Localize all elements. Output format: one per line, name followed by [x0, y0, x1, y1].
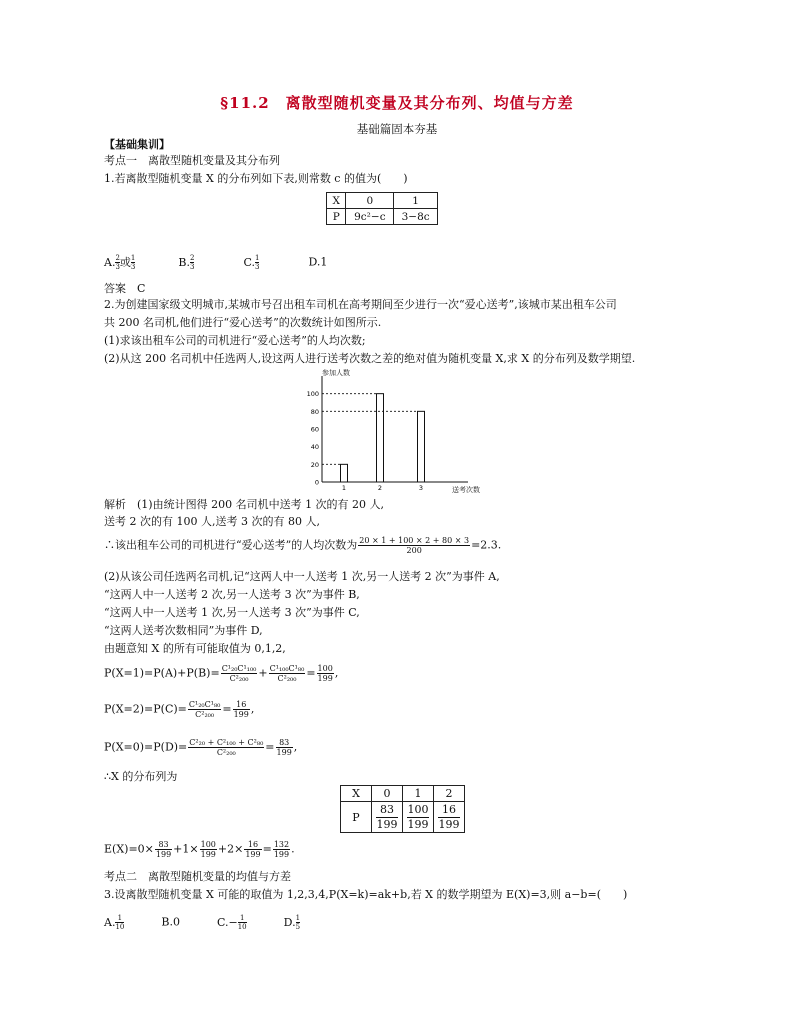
- dist-p-label: P: [341, 802, 372, 833]
- q3-option-b: B.0: [161, 915, 180, 929]
- dist-x-value: 0: [372, 786, 403, 802]
- chart-y-tick-label: 40: [310, 443, 319, 452]
- q1-table-cell: 0: [346, 193, 394, 209]
- q1-option-d: D.1: [308, 255, 328, 269]
- q2-dist-label: ∴X 的分布列为: [104, 770, 178, 783]
- q2-px0: P(X=0)=P(D)= $\frac{\text{C²₂₀ + C²₁₀₀ + C²₈₀}}{\text{C²₂₀₀}}$ = $\frac{83}{199}$ ,: [104, 738, 298, 757]
- chart-bar: [418, 411, 425, 482]
- q1-table-cell: P: [327, 209, 346, 225]
- q1-options: [104, 254, 327, 271]
- q1-answer: 答案 C: [104, 282, 146, 295]
- q3-stem: 3.设离散型随机变量 X 可能的取值为 1,2,3,4,P(X=k)=ak+b,若 X 的数学期望为 E(X)=3,则 a−b=( ): [104, 888, 628, 901]
- dist-x-value: 1: [403, 786, 434, 802]
- q2-solution-5: “这两人中一人送考 2 次,另一人送考 3 次”为事件 B,: [104, 588, 360, 601]
- page-subtitle: 基础篇固本夯基: [356, 122, 438, 136]
- q2-expectation: E(X)=0× $\frac{83}{199}$ +1× $\frac{100}{199}$ +2× $\frac{16}{199}$ = $\frac{132}{199}$ .: [104, 840, 295, 859]
- chart-y-axis-label: 参加人数: [322, 369, 350, 377]
- q1-table-cell: 1: [394, 193, 438, 209]
- chart-x-tick-label: 2: [377, 484, 383, 492]
- q2-solution-3: ∴该出租车公司的司机进行“爱心送考”的人均次数为 $\frac{20 \times 1 + 100 \times 2 + 80 \times 3}{200}$ =2.3.: [104, 536, 502, 555]
- chart-y-tick-label: 80: [310, 407, 319, 416]
- chart-x-axis-label: 送考次数: [452, 486, 480, 494]
- q2-solution-1: 解析 (1)由统计图得 200 名司机中送考 1 次的有 20 人,: [104, 498, 385, 511]
- q2-solution-6: “这两人中一人送考 1 次,另一人送考 3 次”为事件 C,: [104, 606, 360, 619]
- q3-option-d: D. $\frac{1}{5}$: [283, 914, 301, 931]
- q2-solution-4: (2)从该公司任选两名司机,记“这两人中一人送考 1 次,另一人送考 2 次”为事件 A,: [104, 570, 500, 583]
- dist-p-value: 100 199: [403, 802, 434, 833]
- q1-table-cell: 9c²−c: [346, 209, 394, 225]
- q2-solution-8: 由题意知 X 的所有可能取值为 0,1,2,: [104, 642, 286, 655]
- page-title: §11.2 离散型随机变量及其分布列、均值与方差: [220, 94, 574, 112]
- q1-distribution-table: [326, 192, 438, 225]
- chart-bar: [341, 464, 348, 482]
- q1-option-a: A. $\frac{2}{3}$或 $\frac{1}{3}$: [104, 254, 136, 271]
- q3-option-c: C.− $\frac{1}{10}$: [216, 914, 247, 931]
- q2-part2: (2)从这 200 名司机中任选两人,设这两人进行送考次数之差的绝对值为随机变量 X,求 X 的分布列及数学期望.: [104, 352, 636, 365]
- q3-options: [104, 914, 300, 931]
- chart-x-tick-label: 1: [341, 484, 347, 492]
- section-label: 【基础集训】: [104, 138, 170, 151]
- chart-y-tick-label: 60: [310, 425, 319, 434]
- q2-part1: (1)求该出租车公司的司机进行“爱心送考”的人均次数;: [104, 334, 366, 347]
- q2-px1: P(X=1)=P(A)+P(B)= $\frac{\text{C¹₂₀C¹₁₀₀}}{\text{C²₂₀₀}}$ + $\frac{\text{C¹₁₀₀C¹₈₀}}{\text{C²₂₀₀}}$ = $\frac{100}{199}$ ,: [104, 664, 339, 683]
- q3-option-a: A. $\frac{1}{10}$: [104, 914, 125, 931]
- q2-solution-2: 送考 2 次的有 100 人,送考 3 次的有 80 人,: [104, 515, 320, 528]
- chart-y-tick-label: 100: [306, 390, 319, 399]
- q2-px2: P(X=2)=P(C)= $\frac{\text{C¹₂₀C¹₈₀}}{\text{C²₂₀₀}}$ = $\frac{16}{199}$ ,: [104, 700, 255, 719]
- send-exam-bar-chart: [300, 364, 500, 496]
- chart-x-tick-label: 3: [418, 484, 424, 492]
- q1-table-cell: X: [327, 193, 346, 209]
- q1-table-cell: 3−8c: [394, 209, 438, 225]
- chart-y-tick-label: 0: [314, 478, 319, 487]
- q1-option-c: C. $\frac{1}{3}$: [243, 254, 260, 271]
- chart-y-tick-label: 20: [310, 460, 319, 469]
- chart-bar: [377, 394, 384, 482]
- q1-option-b: B. $\frac{2}{3}$: [178, 254, 195, 271]
- q1-stem: 1.若离散型随机变量 X 的分布列如下表,则常数 c 的值为( ): [104, 172, 408, 185]
- dist-x-label: X: [341, 786, 372, 802]
- q2-stem-line2: 共 200 名司机,他们进行“爱心送考”的次数统计如图所示.: [104, 316, 382, 329]
- dist-p-value: 83 199: [372, 802, 403, 833]
- kaodian-2-heading: 考点二 离散型随机变量的均值与方差: [104, 870, 291, 883]
- kaodian-1-heading: 考点一 离散型随机变量及其分布列: [104, 154, 280, 167]
- dist-p-value: 16 199: [434, 802, 465, 833]
- q2-distribution-table: [340, 785, 465, 833]
- dist-x-value: 2: [434, 786, 465, 802]
- q2-solution-7: “这两人送考次数相同”为事件 D,: [104, 624, 263, 637]
- q2-stem-line1: 2.为创建国家级文明城市,某城市号召出租车司机在高考期间至少进行一次“爱心送考”,该城市某出租车公司: [104, 298, 617, 311]
